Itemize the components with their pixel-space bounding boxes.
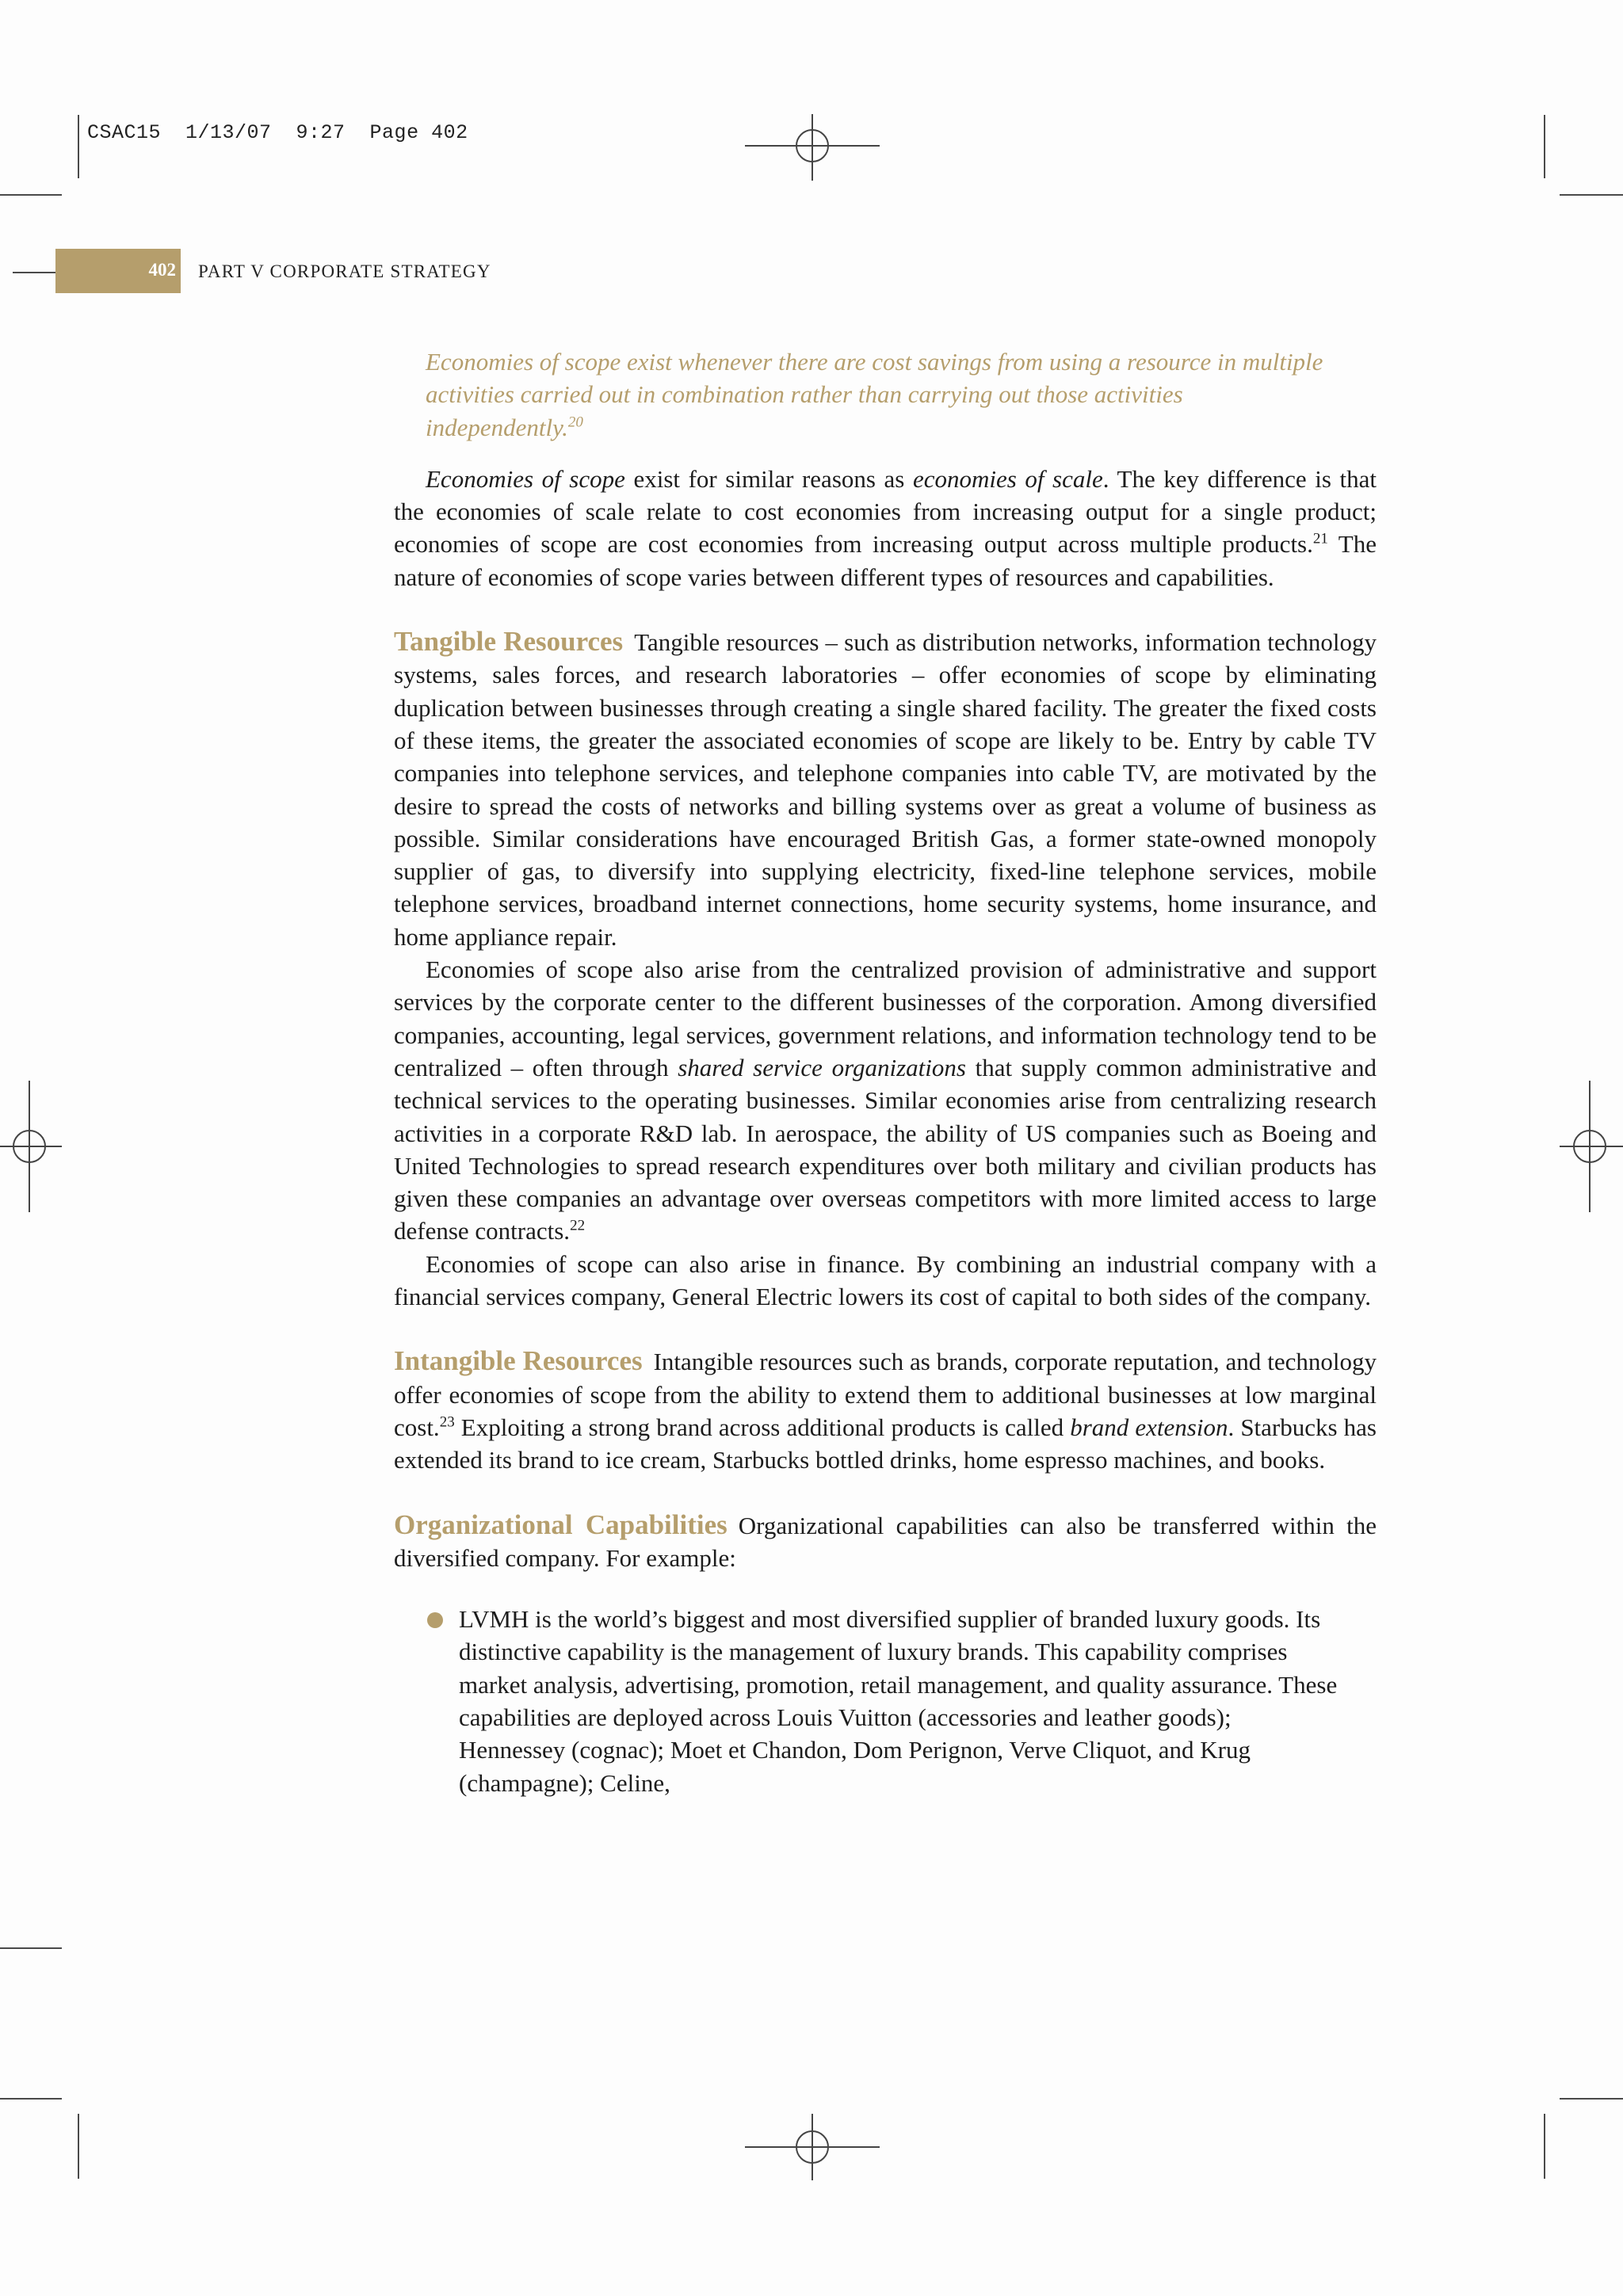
examples-list bbox=[426, 1603, 1377, 1799]
definition-callout bbox=[426, 345, 1337, 444]
intro-text-2: . The key difference is that the economies of scale relate to cost economies from increasing output for a single product; economies of scope are cost economies from increasing output across multiple products. bbox=[394, 464, 1377, 559]
term-brand-extension: brand extension bbox=[1070, 1413, 1228, 1441]
crop-mark-bottom-left-horizontal bbox=[0, 1947, 62, 1949]
section-heading-tangible-resources: Tangible Resources bbox=[394, 626, 624, 658]
term-economies-of-scope: Economies of scope bbox=[426, 464, 625, 493]
intangible-resources-paragraph bbox=[394, 1344, 1377, 1476]
organizational-text: Organizational capabilities can also be transferred within the diversified company. For example: bbox=[394, 1511, 1377, 1572]
finance-paragraph: Economies of scope can also arise in finance. By combining an industrial company with a financial services company, General Electric lowers its cost of capital to both sides of the company. bbox=[394, 1249, 1377, 1311]
crop-mark-top-left-vertical bbox=[78, 115, 79, 178]
intangible-text-3: . Starbucks has extended its brand to ice cream, Starbucks bottled drinks, home espresso machines, and books. bbox=[394, 1413, 1377, 1474]
crop-mark-top-right-horizontal bbox=[1560, 194, 1623, 196]
crop-mark-top-left-horizontal bbox=[0, 194, 62, 196]
printer-slug: CSAC15 1/13/07 9:27 Page 402 bbox=[87, 121, 468, 144]
crop-mark-bottom-left-vertical bbox=[78, 2114, 79, 2179]
organizational-capabilities-paragraph bbox=[394, 1508, 1377, 1575]
intro-text-1: exist for similar reasons as bbox=[624, 464, 913, 493]
list-item bbox=[426, 1603, 1338, 1799]
crop-mark-bottom-right-vertical bbox=[1544, 2114, 1545, 2179]
shared-services-text-1: Economies of scope also arise from the centralized provision of administrative and support services by the corporate center to the different businesses of the corporation. Among diversified companies, accounting, legal services, government relations, and information technology tend to be centralized – often through bbox=[394, 955, 1377, 1081]
definition-text: Economies of scope exist whenever there are cost savings from using a resource in multiple activities carried out in combination rather than carrying out those activities independently. bbox=[426, 348, 1323, 441]
registration-mark-top-icon bbox=[745, 114, 880, 181]
body-text bbox=[394, 345, 1377, 1799]
crop-mark-bottom-left-horizontal-2 bbox=[0, 2098, 62, 2100]
intangible-text-1: Intangible resources such as brands, corporate reputation, and technology offer economies of scope from the ability to extend them to additional businesses at low marginal cost. bbox=[394, 1348, 1377, 1441]
intro-paragraph bbox=[394, 463, 1377, 593]
crop-mark-bottom-right-horizontal bbox=[1560, 2098, 1623, 2100]
footnote-ref: 21 bbox=[1312, 531, 1328, 548]
shared-services-paragraph bbox=[394, 953, 1377, 1248]
registration-mark-right-icon bbox=[1560, 1081, 1623, 1212]
term-shared-service-organizations: shared service organizations bbox=[678, 1053, 966, 1081]
section-heading-intangible-resources: Intangible Resources bbox=[394, 1345, 643, 1377]
footnote-ref: 23 bbox=[439, 1413, 455, 1431]
shared-services-text-2: that supply common administrative and technical services to the operating businesses. Similar economies arise from centralizing research activities in a corporate R&D lab. In aerospace, the ability of US companies such as Boeing and United Technologies to spread research expenditures over both military and civilian products has given these companies an advantage over overseas competitors with more limited access to large defense contracts. bbox=[394, 1053, 1377, 1245]
crop-mark-folio-horizontal bbox=[13, 272, 55, 273]
running-head: PART V CORPORATE STRATEGY bbox=[198, 261, 491, 281]
bullet-icon bbox=[427, 1612, 443, 1628]
list-item-text: LVMH is the world’s biggest and most diversified supplier of branded luxury goods. Its distinctive capability is the management of luxury brands. This capability comprises market analysis, advertising, promotion, retail management, and quality assurance. These capabilities are deployed across Louis Vuitton (accessories and leather goods); Hennessey (cognac); Moet et Chandon, Dom Perignon, Verve Cliquot, and Krug (champagne); Celine, bbox=[459, 1605, 1338, 1797]
crop-mark-top-right-vertical bbox=[1544, 115, 1545, 178]
intangible-text-2: Exploiting a strong brand across additional products is called bbox=[454, 1413, 1071, 1441]
tangible-text: Tangible resources – such as distribution networks, information technology systems, sales forces, and research laboratories – offer economies of scope by eliminating duplication between businesses through creating a single shared facility. The greater the fixed costs of these items, the greater the associated economies of scope are likely to be. Entry by cable TV companies into telephone services, and telephone companies into cable TV, are motivated by the desire to spread the costs of networks and billing systems over as great a volume of business as possible. Similar considerations have encouraged British Gas, a former state-owned monopoly supplier of gas, to diversify into supplying electricity, fixed-line telephone services, mobile telephone services, broadband internet connections, home security systems, home insurance, and home appliance repair. bbox=[394, 628, 1377, 951]
intro-text-3: The nature of economies of scope varies between different types of resources and capabilities. bbox=[394, 530, 1377, 591]
section-heading-organizational-capabilities: Organizational Capabilities bbox=[394, 1508, 727, 1540]
footnote-ref: 22 bbox=[570, 1218, 586, 1235]
footnote-ref: 20 bbox=[567, 414, 583, 431]
registration-mark-left-icon bbox=[0, 1081, 62, 1212]
registration-mark-bottom-icon bbox=[745, 2114, 880, 2180]
term-economies-of-scale: economies of scale bbox=[912, 464, 1103, 493]
tangible-resources-paragraph bbox=[394, 625, 1377, 953]
page-number: 402 bbox=[148, 260, 176, 280]
